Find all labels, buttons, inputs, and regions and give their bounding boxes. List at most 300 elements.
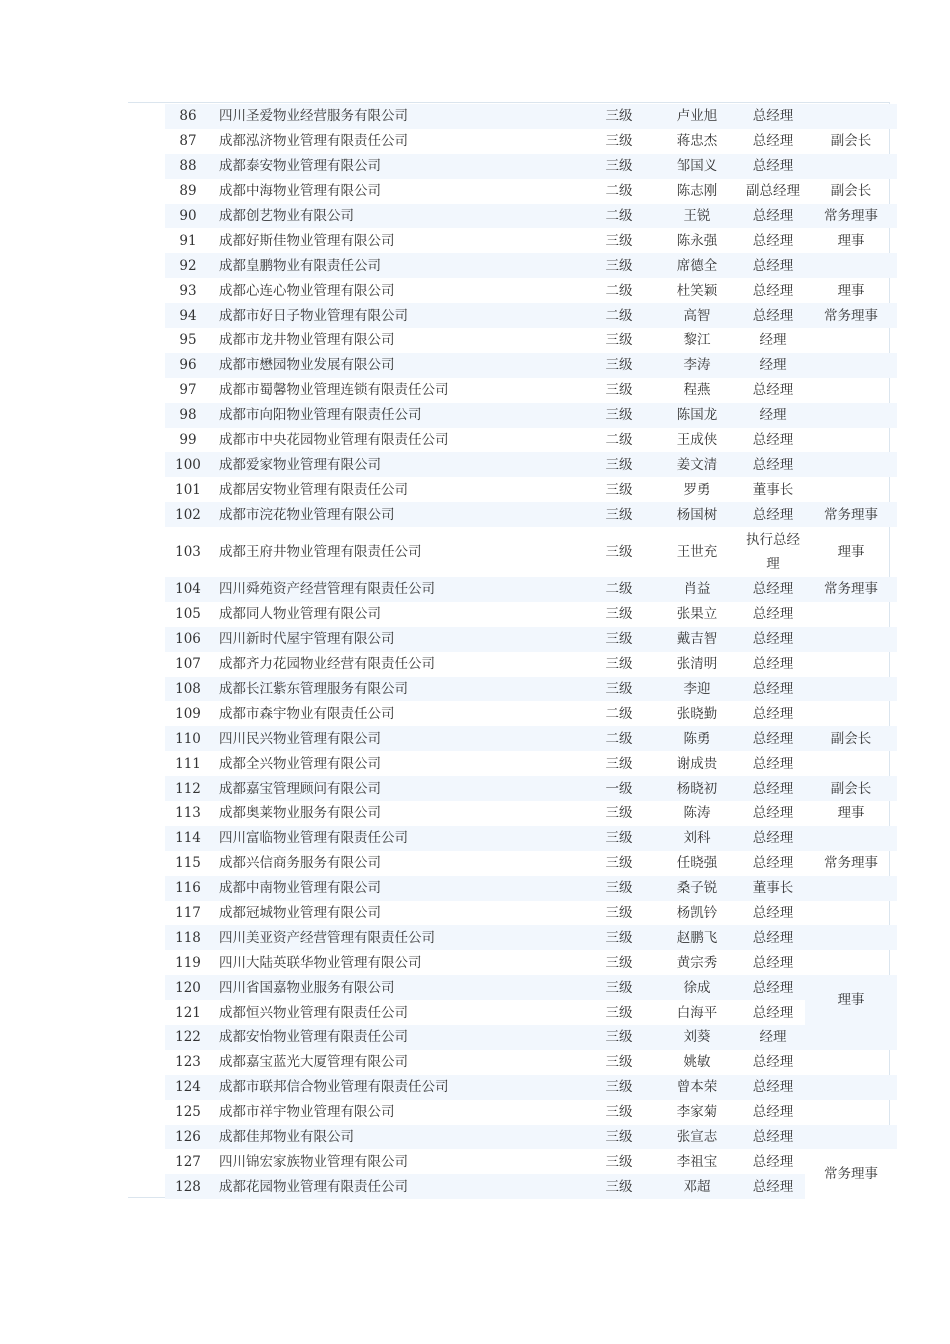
position-title: 总经理 (752, 1054, 794, 1071)
company-name: 成都市中央花园物业管理有限责任公司 (219, 432, 449, 449)
association-role (805, 901, 897, 926)
qualification-level: 三级 (585, 1174, 653, 1199)
qualification-level: 三级 (585, 1075, 653, 1100)
table-row (165, 801, 897, 826)
company-name: 四川省国嘉物业服务有限公司 (211, 975, 585, 1000)
table-row (165, 104, 897, 129)
position-title: 总经理 (741, 204, 805, 229)
company-name: 成都市联邦信合物业管理有限责任公司 (211, 1075, 585, 1100)
row-number: 119 (175, 954, 201, 971)
qualification-level: 三级 (585, 502, 653, 527)
person-name: 李迎 (653, 677, 741, 702)
row-number: 124 (165, 1075, 211, 1100)
qualification-level: 三级 (605, 1004, 633, 1021)
person-name: 姜文清 (653, 452, 741, 477)
position-title: 总经理 (752, 656, 794, 673)
table-row (165, 627, 897, 652)
position-title: 总经理 (741, 303, 805, 328)
person-name: 张宣志 (653, 1125, 741, 1150)
company-name: 四川舜苑资产经营管理有限责任公司 (211, 577, 585, 602)
member-table (165, 104, 897, 1199)
company-name: 成都嘉宝管理顾问有限公司 (211, 776, 585, 801)
company-name: 成都冠城物业管理有限公司 (219, 904, 381, 921)
row-number: 98 (165, 403, 211, 428)
table-row (165, 751, 897, 776)
person-name: 张清明 (676, 656, 718, 673)
table-row (165, 378, 897, 403)
association-role: 副会长 (805, 726, 897, 751)
company-name: 成都市向阳物业管理有限责任公司 (211, 403, 585, 428)
table-row (165, 328, 897, 353)
row-number: 120 (165, 975, 211, 1000)
person-name: 席德全 (653, 253, 741, 278)
company-name: 成都长江紫东管理服务有限公司 (211, 677, 585, 702)
association-role: 常务理事 (805, 1149, 897, 1199)
person-name: 杨凯钤 (676, 904, 718, 921)
person-name: 肖益 (653, 577, 741, 602)
position-title: 总经理 (752, 133, 794, 150)
position-title: 总经理 (741, 154, 805, 179)
qualification-level: 三级 (605, 544, 633, 561)
row-number: 103 (175, 544, 201, 561)
company-name: 成都市森宇物业有限责任公司 (219, 705, 395, 722)
association-role: 常务理事 (805, 204, 897, 229)
table-row (165, 776, 897, 801)
company-name: 成都市懋园物业发展有限公司 (211, 353, 585, 378)
row-number: 116 (165, 876, 211, 901)
person-name: 陈国龙 (653, 403, 741, 428)
association-role (805, 826, 897, 851)
table-row (165, 278, 897, 303)
row-number: 128 (165, 1174, 211, 1199)
position-title: 总经理 (741, 452, 805, 477)
company-name: 成都市祥宇物业管理有限公司 (219, 1104, 395, 1121)
position-title: 总经理 (741, 726, 805, 751)
position-title: 总经理 (741, 776, 805, 801)
qualification-level: 三级 (605, 1153, 633, 1170)
position-title: 总经理 (752, 432, 794, 449)
row-number: 109 (175, 705, 201, 722)
qualification-level: 三级 (585, 403, 653, 428)
position-title: 总经理 (752, 606, 794, 623)
table-row (165, 726, 897, 751)
position-title: 总经理 (741, 975, 805, 1000)
association-role: 常务理事 (805, 303, 897, 328)
association-role (805, 1050, 897, 1075)
company-name: 成都佳邦物业有限公司 (211, 1125, 585, 1150)
person-name: 戴吉智 (653, 627, 741, 652)
person-name: 李祖宝 (676, 1153, 718, 1170)
association-role (805, 751, 897, 776)
row-number: 91 (179, 232, 197, 249)
table-row (165, 1050, 897, 1075)
company-name: 成都中南物业管理有限公司 (211, 876, 585, 901)
qualification-level: 三级 (585, 826, 653, 851)
company-name: 四川民兴物业管理有限公司 (211, 726, 585, 751)
association-role (805, 452, 897, 477)
row-number: 89 (179, 183, 197, 200)
company-name: 成都居安物业管理有限责任公司 (219, 481, 408, 498)
person-name: 陈永强 (676, 232, 718, 249)
row-number: 102 (165, 502, 211, 527)
qualification-level: 一级 (585, 776, 653, 801)
table-row (165, 154, 897, 179)
row-number: 115 (175, 855, 201, 872)
association-role (805, 950, 897, 975)
position-title: 总经理 (741, 253, 805, 278)
qualification-level: 三级 (585, 876, 653, 901)
association-role (805, 378, 897, 403)
qualification-level: 二级 (605, 282, 633, 299)
table-row (165, 652, 897, 677)
qualification-level: 三级 (585, 975, 653, 1000)
association-role (805, 677, 897, 702)
table-row (165, 975, 897, 1000)
row-number: 118 (165, 925, 211, 950)
position-title: 总经理 (741, 1125, 805, 1150)
table-row (165, 253, 897, 278)
person-name: 黎江 (683, 332, 711, 349)
person-name: 邹国义 (653, 154, 741, 179)
association-role: 常务理事 (805, 577, 897, 602)
qualification-level: 三级 (605, 855, 633, 872)
position-title: 经理 (741, 403, 805, 428)
qualification-level: 三级 (605, 755, 633, 772)
row-number: 105 (175, 606, 201, 623)
table-row (165, 602, 897, 627)
company-name: 成都花园物业管理有限责任公司 (211, 1174, 585, 1199)
position-title: 董事长 (741, 876, 805, 901)
company-name: 成都市好日子物业管理有限公司 (211, 303, 585, 328)
table-row (165, 353, 897, 378)
company-name: 成都安怡物业管理有限责任公司 (211, 1025, 585, 1050)
qualification-level: 三级 (585, 353, 653, 378)
qualification-level: 三级 (605, 382, 633, 399)
position-title: 副总经理 (746, 183, 800, 200)
row-number: 122 (165, 1025, 211, 1050)
table-row (165, 428, 897, 453)
qualification-level: 三级 (585, 154, 653, 179)
person-name: 陈志刚 (676, 183, 718, 200)
qualification-level: 三级 (605, 481, 633, 498)
table-row (165, 826, 897, 851)
row-number: 93 (179, 282, 197, 299)
table-row (165, 876, 897, 901)
company-name: 成都创艺物业有限公司 (211, 204, 585, 229)
row-number: 96 (165, 353, 211, 378)
association-role (805, 1125, 897, 1150)
table-row (165, 303, 897, 328)
row-number: 104 (165, 577, 211, 602)
qualification-level: 三级 (585, 452, 653, 477)
position-title: 总经理 (752, 1004, 794, 1021)
table-row (165, 677, 897, 702)
company-name: 四川新时代屋宇管理有限公司 (211, 627, 585, 652)
person-name: 王世充 (676, 544, 718, 561)
table-row (165, 1075, 897, 1100)
association-role: 副会长 (805, 776, 897, 801)
position-title: 总经理 (752, 904, 794, 921)
table-row (165, 851, 897, 876)
person-name: 徐成 (653, 975, 741, 1000)
association-role: 副会长 (830, 183, 872, 200)
position-title: 总经理 (741, 826, 805, 851)
association-role (805, 253, 897, 278)
person-name: 黄宗秀 (676, 954, 718, 971)
position-title: 总经理 (741, 577, 805, 602)
association-role (805, 627, 897, 652)
association-role: 理事 (837, 232, 865, 249)
company-name: 成都嘉宝蓝光大厦管理有限公司 (219, 1054, 408, 1071)
position-title: 董事长 (752, 481, 794, 498)
table-row (165, 129, 897, 154)
row-number: 94 (165, 303, 211, 328)
qualification-level: 二级 (585, 577, 653, 602)
person-name: 桑子锐 (653, 876, 741, 901)
company-name: 成都心连心物业管理有限公司 (219, 282, 395, 299)
row-number: 108 (165, 677, 211, 702)
association-role (805, 1100, 897, 1125)
position-title: 总经理 (741, 104, 805, 129)
person-name: 姚敏 (683, 1054, 711, 1071)
row-number: 112 (165, 776, 211, 801)
row-number: 113 (175, 805, 201, 822)
association-role: 常务理事 (805, 502, 897, 527)
position-title: 总经理 (752, 755, 794, 772)
table-row (165, 1125, 897, 1150)
company-name: 成都奥莱物业服务有限公司 (219, 805, 381, 822)
position-title: 总经理 (752, 705, 794, 722)
qualification-level: 三级 (605, 606, 633, 623)
row-number: 99 (179, 432, 197, 449)
association-role (805, 1075, 897, 1100)
table-row (165, 1100, 897, 1125)
table-row (165, 1025, 897, 1050)
qualification-level: 三级 (585, 925, 653, 950)
association-role: 理事 (805, 975, 897, 1025)
table-row (165, 1149, 897, 1174)
table-row (165, 950, 897, 975)
association-role: 副会长 (830, 133, 872, 150)
person-name: 李涛 (653, 353, 741, 378)
table-row (165, 925, 897, 950)
company-name: 四川锦宏家族物业管理有限公司 (219, 1153, 408, 1170)
association-role (805, 925, 897, 950)
company-name: 成都中海物业管理有限公司 (219, 183, 381, 200)
association-role (805, 353, 897, 378)
row-number: 95 (179, 332, 197, 349)
position-title: 经理 (741, 353, 805, 378)
row-number: 114 (165, 826, 211, 851)
person-name: 王锐 (653, 204, 741, 229)
company-name: 四川富临物业管理有限责任公司 (211, 826, 585, 851)
table-row (165, 228, 897, 253)
table-row (165, 204, 897, 229)
qualification-level: 三级 (585, 1025, 653, 1050)
person-name: 邓超 (653, 1174, 741, 1199)
association-role (805, 154, 897, 179)
row-number: 97 (179, 382, 197, 399)
qualification-level: 三级 (585, 677, 653, 702)
qualification-level: 三级 (585, 253, 653, 278)
table-row (165, 901, 897, 926)
qualification-level: 二级 (585, 726, 653, 751)
table-row (165, 477, 897, 502)
qualification-level: 三级 (605, 1054, 633, 1071)
qualification-level: 二级 (585, 204, 653, 229)
company-name: 成都恒兴物业管理有限责任公司 (219, 1004, 408, 1021)
company-name: 成都齐力花园物业经营有限责任公司 (219, 656, 435, 673)
association-role: 常务理事 (824, 855, 878, 872)
row-number: 88 (165, 154, 211, 179)
person-name: 王成侠 (676, 432, 718, 449)
row-number: 87 (179, 133, 197, 150)
row-number: 117 (175, 904, 201, 921)
association-role: 理事 (837, 544, 865, 561)
position-title (741, 527, 805, 577)
qualification-level: 三级 (605, 1104, 633, 1121)
position-title: 总经理 (741, 925, 805, 950)
person-name: 杨晓初 (653, 776, 741, 801)
position-title: 总经理 (752, 1153, 794, 1170)
person-name: 任晓强 (676, 855, 718, 872)
row-number: 125 (175, 1104, 201, 1121)
position-title: 总经理 (741, 502, 805, 527)
person-name: 杨国树 (653, 502, 741, 527)
person-name: 赵鹏飞 (653, 925, 741, 950)
person-name: 高智 (653, 303, 741, 328)
association-role (805, 403, 897, 428)
association-role (805, 477, 897, 502)
qualification-level: 二级 (605, 705, 633, 722)
table-row (165, 527, 897, 577)
table-row (165, 1174, 897, 1199)
qualification-level: 三级 (605, 133, 633, 150)
row-number: 92 (165, 253, 211, 278)
table-row (165, 403, 897, 428)
person-name: 谢成贵 (676, 755, 718, 772)
association-role (805, 328, 897, 353)
qualification-level: 三级 (605, 904, 633, 921)
company-name: 成都爱家物业管理有限公司 (211, 452, 585, 477)
position-title: 总经理 (752, 954, 794, 971)
association-role (805, 428, 897, 453)
row-number: 101 (175, 481, 201, 498)
table-row (165, 452, 897, 477)
association-role (805, 104, 897, 129)
qualification-level: 二级 (585, 303, 653, 328)
person-name: 李家菊 (676, 1104, 718, 1121)
table-row (165, 502, 897, 527)
member-table-body (165, 104, 897, 1199)
position-title: 总经理 (752, 805, 794, 822)
person-name: 陈勇 (653, 726, 741, 751)
person-name: 刘科 (653, 826, 741, 851)
person-name: 曾本荣 (653, 1075, 741, 1100)
qualification-level: 三级 (605, 656, 633, 673)
association-role (805, 602, 897, 627)
company-name: 成都市蜀馨物业管理连锁有限责任公司 (219, 382, 449, 399)
qualification-level: 三级 (605, 805, 633, 822)
person-name: 张晓勤 (676, 705, 718, 722)
qualification-level: 三级 (605, 232, 633, 249)
position-title: 总经理 (741, 627, 805, 652)
qualification-level: 三级 (605, 332, 633, 349)
company-name: 四川圣爱物业经营服务有限公司 (211, 104, 585, 129)
association-role: 理事 (837, 282, 865, 299)
table-row (165, 179, 897, 204)
qualification-level: 二级 (605, 432, 633, 449)
association-role (805, 701, 897, 726)
row-number: 100 (165, 452, 211, 477)
qualification-level: 三级 (605, 954, 633, 971)
association-role: 理事 (837, 805, 865, 822)
row-number: 123 (175, 1054, 201, 1071)
company-name: 成都王府井物业管理有限责任公司 (219, 544, 422, 561)
company-name: 成都泰安物业管理有限公司 (211, 154, 585, 179)
qualification-level: 三级 (585, 104, 653, 129)
position-title: 总经理 (741, 1075, 805, 1100)
position-title: 总经理 (752, 232, 794, 249)
row-number: 111 (175, 755, 201, 772)
company-name: 成都市龙井物业管理有限公司 (219, 332, 395, 349)
row-number: 106 (165, 627, 211, 652)
association-role (805, 652, 897, 677)
row-number: 127 (175, 1153, 201, 1170)
row-number: 90 (165, 204, 211, 229)
qualification-level: 二级 (605, 183, 633, 200)
person-name: 刘葵 (653, 1025, 741, 1050)
position-title: 总经理 (752, 855, 794, 872)
row-number: 121 (175, 1004, 201, 1021)
person-name: 张果立 (676, 606, 718, 623)
position-title: 经理 (741, 1025, 805, 1050)
qualification-level: 三级 (585, 1125, 653, 1150)
row-number: 126 (165, 1125, 211, 1150)
position-title: 总经理 (752, 282, 794, 299)
table-row (165, 1000, 897, 1025)
position-title-text: 执行总经理 (746, 532, 800, 573)
company-name: 成都兴信商务服务有限公司 (219, 855, 381, 872)
company-name: 四川大陆英联华物业管理有限公司 (219, 954, 422, 971)
association-role (805, 1025, 897, 1050)
company-name: 成都皇鹏物业有限责任公司 (211, 253, 585, 278)
position-title: 经理 (759, 332, 787, 349)
position-title: 总经理 (752, 1104, 794, 1121)
position-title: 总经理 (752, 382, 794, 399)
company-name: 成都全兴物业管理有限公司 (219, 755, 381, 772)
row-number: 107 (175, 656, 201, 673)
association-role (805, 876, 897, 901)
company-name: 成都同人物业管理有限公司 (219, 606, 381, 623)
row-number: 110 (165, 726, 211, 751)
person-name: 卢业旭 (653, 104, 741, 129)
table-row (165, 701, 897, 726)
position-title: 总经理 (741, 1174, 805, 1199)
person-name: 程燕 (683, 382, 711, 399)
position-title: 总经理 (741, 677, 805, 702)
person-name: 陈涛 (683, 805, 711, 822)
row-number: 86 (165, 104, 211, 129)
person-name: 白海平 (676, 1004, 718, 1021)
person-name: 蒋忠杰 (676, 133, 718, 150)
company-name: 成都市浣花物业管理有限公司 (211, 502, 585, 527)
company-name: 成都好斯佳物业管理有限公司 (219, 232, 395, 249)
company-name: 四川美亚资产经营管理有限责任公司 (211, 925, 585, 950)
table-row (165, 577, 897, 602)
person-name: 杜笑颖 (676, 282, 718, 299)
qualification-level: 三级 (585, 627, 653, 652)
